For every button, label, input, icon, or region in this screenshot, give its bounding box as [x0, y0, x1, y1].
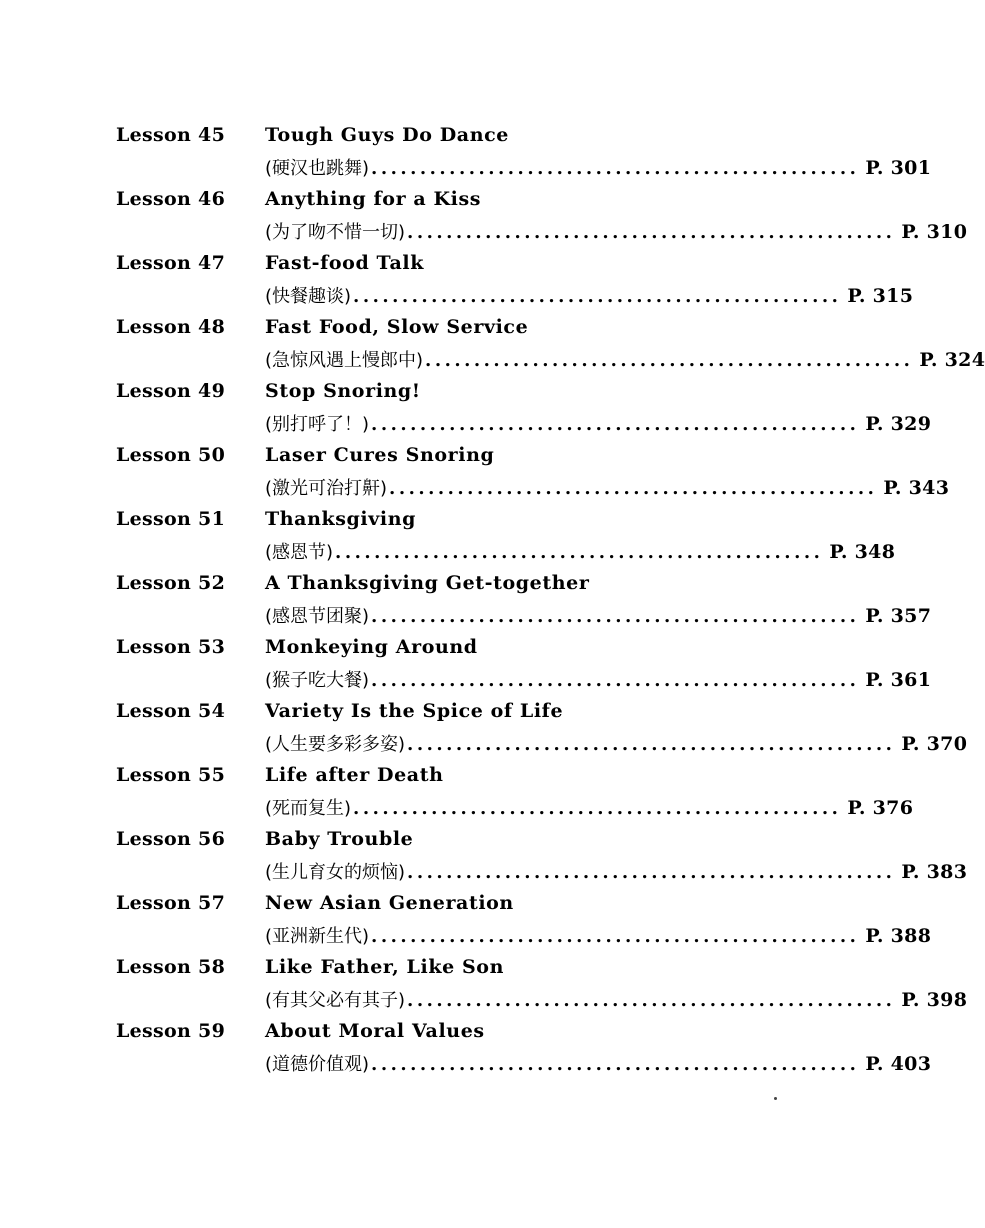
dot-leader: ..................................................	[371, 606, 860, 627]
lesson-number: Lesson 45	[116, 124, 226, 146]
lesson-chinese-title: (感恩节)	[265, 542, 334, 563]
lesson-number: Lesson 49	[116, 380, 226, 402]
page-reference: P. 324	[919, 349, 985, 371]
lesson-title: Stop Snoring!	[265, 380, 421, 402]
dot-leader: ..................................................	[371, 158, 860, 179]
dot-leader: ..................................................	[371, 1054, 860, 1075]
dot-leader: ..................................................	[371, 670, 860, 691]
lesson-title: Life after Death	[265, 764, 444, 786]
page-reference: P. 361	[865, 669, 932, 691]
table-of-contents	[0, 124, 985, 1084]
lesson-title: New Asian Generation	[265, 892, 514, 914]
toc-entry[interactable]	[0, 828, 968, 892]
dot-leader: ..................................................	[353, 286, 842, 307]
lesson-number: Lesson 52	[116, 572, 226, 594]
lesson-chinese-title: (猴子吃大餐)	[265, 670, 370, 691]
page-reference: P. 310	[901, 221, 968, 243]
lesson-title: Like Father, Like Son	[265, 956, 504, 978]
lesson-subline	[265, 1050, 932, 1076]
dot-leader: ..................................................	[371, 926, 860, 947]
lesson-chinese-title: (人生要多彩多姿)	[265, 734, 406, 755]
page-reference: P. 348	[829, 541, 896, 563]
toc-entry[interactable]	[0, 636, 932, 700]
dot-leader: ..................................................	[407, 734, 896, 755]
lesson-chinese-title: (死而复生)	[265, 798, 352, 819]
dot-leader: ..................................................	[407, 222, 896, 243]
lesson-subline	[265, 858, 968, 884]
page-reference: P. 388	[865, 925, 932, 947]
lesson-title: Laser Cures Snoring	[265, 444, 495, 466]
page-reference: P. 370	[901, 733, 968, 755]
dot-leader: ..................................................	[353, 798, 842, 819]
lesson-subline	[265, 474, 950, 500]
dot-leader: ..................................................	[425, 350, 914, 371]
page-reference: P. 383	[901, 861, 968, 883]
toc-entry[interactable]	[0, 252, 914, 316]
lesson-number: Lesson 50	[116, 444, 226, 466]
page-reference: P. 315	[847, 285, 914, 307]
toc-entry[interactable]	[0, 444, 950, 508]
lesson-subline	[265, 282, 914, 308]
lesson-title: Tough Guys Do Dance	[265, 124, 509, 146]
lesson-number: Lesson 54	[116, 700, 226, 722]
lesson-number: Lesson 46	[116, 188, 226, 210]
lesson-chinese-title: (激光可治打鼾)	[265, 478, 388, 499]
lesson-subline	[265, 602, 932, 628]
page-reference: P. 357	[865, 605, 932, 627]
lesson-title: A Thanksgiving Get-together	[265, 572, 590, 594]
lesson-title: About Moral Values	[265, 1020, 485, 1042]
dot-leader: ..................................................	[407, 990, 896, 1011]
toc-entry[interactable]	[0, 188, 968, 252]
toc-entry[interactable]	[0, 892, 932, 956]
toc-entry[interactable]	[0, 316, 985, 380]
lesson-subline	[265, 218, 968, 244]
lesson-number: Lesson 59	[116, 1020, 226, 1042]
lesson-subline	[265, 346, 985, 372]
toc-entry[interactable]	[0, 700, 968, 764]
scan-speck	[774, 1097, 777, 1100]
lesson-title: Thanksgiving	[265, 508, 416, 530]
lesson-title: Anything for a Kiss	[265, 188, 482, 210]
lesson-chinese-title: (急惊风遇上慢郎中)	[265, 350, 424, 371]
lesson-title: Fast-food Talk	[265, 252, 424, 274]
lesson-number: Lesson 56	[116, 828, 226, 850]
dot-leader: ..................................................	[371, 414, 860, 435]
toc-entry[interactable]	[0, 508, 896, 572]
lesson-number: Lesson 53	[116, 636, 226, 658]
lesson-chinese-title: (硬汉也跳舞)	[265, 158, 370, 179]
dot-leader: ..................................................	[335, 542, 824, 563]
dot-leader: ..................................................	[407, 862, 896, 883]
page-reference: P. 343	[883, 477, 950, 499]
lesson-number: Lesson 57	[116, 892, 226, 914]
toc-entry[interactable]	[0, 764, 914, 828]
lesson-chinese-title: (有其父必有其子)	[265, 990, 406, 1011]
lesson-title: Fast Food, Slow Service	[265, 316, 529, 338]
lesson-subline	[265, 986, 968, 1012]
lesson-subline	[265, 410, 932, 436]
lesson-chinese-title: (为了吻不惜一切)	[265, 222, 406, 243]
lesson-number: Lesson 55	[116, 764, 226, 786]
toc-entry[interactable]	[0, 380, 932, 444]
toc-entry[interactable]	[0, 956, 968, 1020]
lesson-subline	[265, 730, 968, 756]
lesson-number: Lesson 48	[116, 316, 226, 338]
page-reference: P. 301	[865, 157, 932, 179]
dot-leader: ..................................................	[389, 478, 878, 499]
lesson-number: Lesson 58	[116, 956, 226, 978]
page-reference: P. 376	[847, 797, 914, 819]
lesson-chinese-title: (别打呼了！)	[265, 414, 370, 435]
toc-entry[interactable]	[0, 124, 932, 188]
page-reference: P. 329	[865, 413, 932, 435]
toc-entry[interactable]	[0, 572, 932, 636]
lesson-chinese-title: (生儿育女的烦恼)	[265, 862, 406, 883]
lesson-chinese-title: (感恩节团聚)	[265, 606, 370, 627]
page-reference: P. 398	[901, 989, 968, 1011]
lesson-number: Lesson 51	[116, 508, 226, 530]
lesson-subline	[265, 922, 932, 948]
lesson-title: Variety Is the Spice of Life	[265, 700, 564, 722]
lesson-title: Monkeying Around	[265, 636, 478, 658]
lesson-title: Baby Trouble	[265, 828, 414, 850]
lesson-chinese-title: (道德价值观)	[265, 1054, 370, 1075]
lesson-subline	[265, 794, 914, 820]
toc-entry[interactable]	[0, 1020, 932, 1084]
lesson-subline	[265, 666, 932, 692]
lesson-subline	[265, 154, 932, 180]
lesson-number: Lesson 47	[116, 252, 226, 274]
lesson-subline	[265, 538, 896, 564]
lesson-chinese-title: (快餐趣谈)	[265, 286, 352, 307]
page-reference: P. 403	[865, 1053, 932, 1075]
lesson-chinese-title: (亚洲新生代)	[265, 926, 370, 947]
